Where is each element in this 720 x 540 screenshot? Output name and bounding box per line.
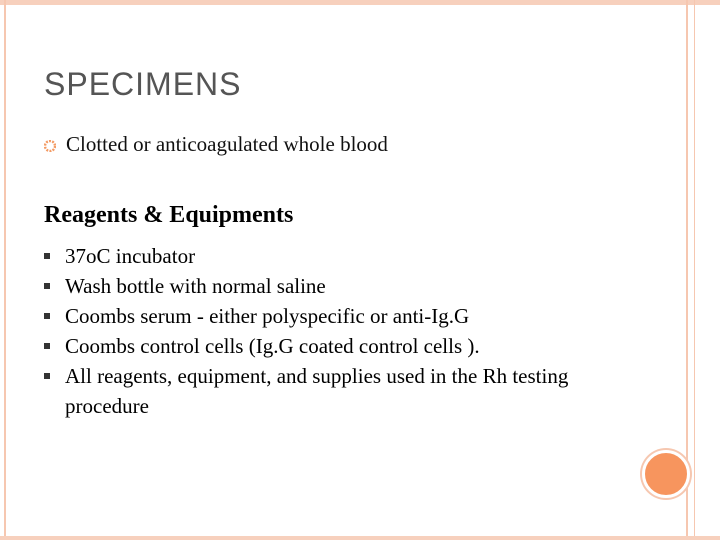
square-bullet-icon <box>44 253 50 259</box>
slide-title: SPECIMENS <box>44 66 242 102</box>
square-bullet-icon <box>44 313 50 319</box>
reagents-heading: Reagents & Equipments <box>44 202 294 228</box>
frame-right-line <box>686 0 688 540</box>
specimen-bullet <box>44 132 388 157</box>
square-bullet-icon <box>44 283 50 289</box>
list-item <box>44 271 604 301</box>
specimen-text: Clotted or anticoagulated whole blood <box>66 132 388 156</box>
reagents-list <box>44 241 604 421</box>
frame-right-line-inner <box>694 0 695 540</box>
list-item-text: Wash bottle with normal saline <box>65 274 326 298</box>
list-item-text: 37oC incubator <box>65 244 196 268</box>
list-item <box>44 301 604 331</box>
frame-left-line <box>4 0 6 540</box>
list-item-text: Coombs serum - either polyspecific or anti-Ig.G <box>65 304 470 328</box>
list-item <box>44 331 604 361</box>
square-bullet-icon <box>44 343 50 349</box>
gear-bullet-icon <box>44 139 56 151</box>
list-item-text: Coombs control cells (Ig.G coated control cells ). <box>65 334 480 358</box>
square-bullet-icon <box>44 373 50 379</box>
frame-top-border <box>0 0 720 5</box>
list-item <box>44 241 604 271</box>
list-item-text: All reagents, equipment, and supplies used in the Rh testing procedure <box>65 364 569 418</box>
frame-bottom-border <box>0 536 720 540</box>
list-item <box>44 361 604 421</box>
circle-accent-icon <box>642 450 690 498</box>
